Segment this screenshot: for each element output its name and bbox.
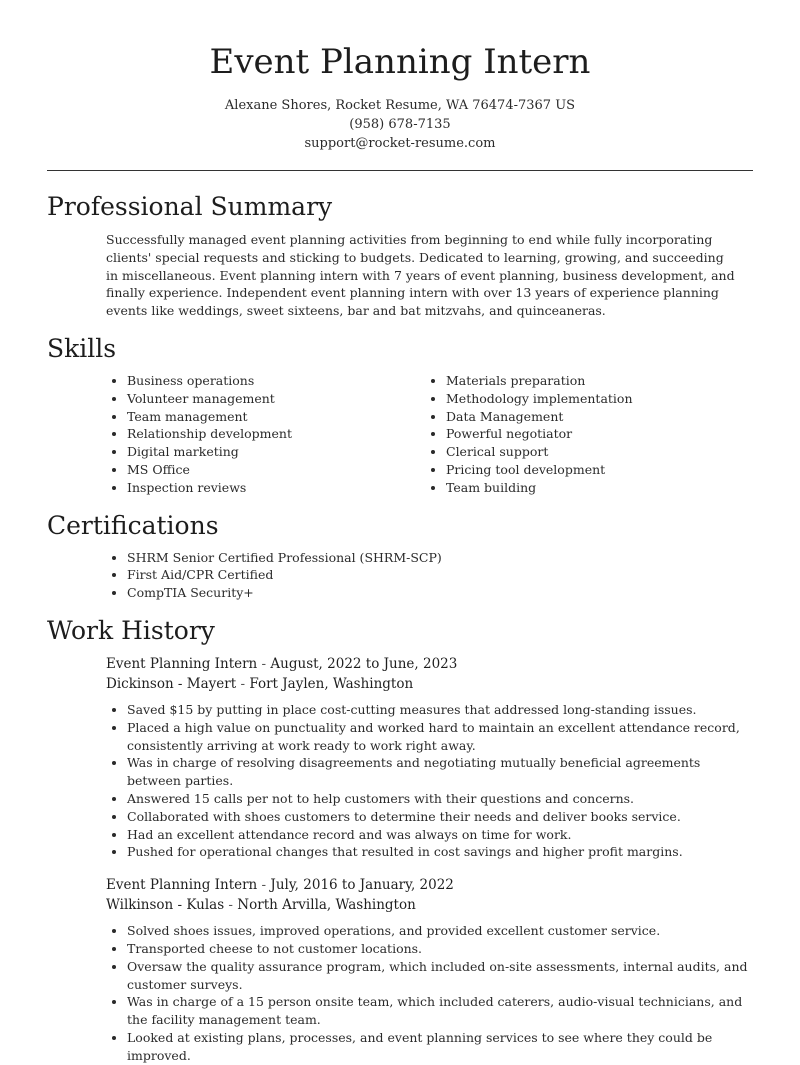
skill-item: • Relationship development	[127, 425, 425, 443]
skill-item: • Materials preparation	[446, 372, 744, 390]
certification-item: • First Aid/CPR Certified	[127, 566, 800, 584]
job-role: Event Planning Intern	[106, 877, 258, 894]
job-bullet: • Solved shoes issues, improved operations, and provided excellent customer service.	[127, 922, 754, 940]
skill-item: • Pricing tool development	[446, 461, 744, 479]
job-title-line: Event Planning Intern - July, 2016 to January, 2022	[106, 877, 454, 894]
job-bullets	[106, 701, 754, 861]
skills-heading: Skills	[47, 333, 117, 363]
certifications-list	[106, 549, 800, 602]
summary-heading: Professional Summary	[47, 192, 333, 221]
skill-item: • Inspection reviews	[127, 479, 425, 497]
certification-item: • SHRM Senior Certified Professional (SHRM-SCP)	[127, 549, 800, 567]
job-bullet: • Looked at existing plans, processes, and event planning services to see where they could be improved.	[127, 1029, 754, 1065]
resume-header	[0, 0, 800, 153]
job-entry	[106, 875, 754, 1064]
skill-item: • Data Management	[446, 408, 744, 426]
job-bullet: • Was in charge of resolving disagreements and negotiating mutually beneficial agreements between parties.	[127, 754, 754, 790]
contact-address: Alexane Shores, Rocket Resume, WA 76474-7367 US	[224, 98, 576, 113]
job-location: North Arvilla, Washington	[237, 897, 416, 914]
job-company-line: Wilkinson - Kulas - North Arvilla, Washington	[106, 897, 416, 914]
job-bullet: • Answered 15 calls per not to help customers with their questions and concerns.	[127, 790, 754, 808]
certification-item: • CompTIA Security+	[127, 584, 800, 602]
certifications-heading: Certifications	[47, 510, 219, 540]
job-company: Wilkinson - Kulas	[106, 897, 225, 914]
job-bullet: • Was in charge of a 15 person onsite team, which included caterers, audio-visual technicians, and the facility management team.	[127, 993, 754, 1029]
job-location: Fort Jaylen, Washington	[249, 675, 414, 692]
summary-text: Successfully managed event planning activities from beginning to end while fully incorporating clients' special requests and sticking to budgets. Dedicated to learning, growing, and succeeding in miscellaneous. Event planning intern with 7 years of event planning, business development, and finally experience. Independent event planning intern with over 13 years of experience planning events like weddings, sweet sixteens, bar and bat mitzvahs, and quinceaneras.	[106, 232, 735, 319]
skill-item: • MS Office	[127, 461, 425, 479]
skill-item: • Powerful negotiator	[446, 425, 744, 443]
candidate-name: Event Planning Intern	[209, 42, 591, 82]
skill-item: • Clerical support	[446, 443, 744, 461]
skill-item: • Business operations	[127, 372, 425, 390]
job-bullet: • Placed a high value on punctuality and worked hard to maintain an excellent attendance record, consistently arriving at work ready to work right away.	[127, 719, 754, 755]
skills-list	[0, 372, 800, 497]
job-bullet: • Oversaw the quality assurance program, which included on-site assessments, internal audits, and customer surveys.	[127, 958, 754, 994]
job-company: Dickinson - Mayert	[106, 675, 237, 692]
job-bullet: • Pushed for operational changes that resulted in cost savings and higher profit margins.	[127, 843, 754, 861]
skill-item: • Digital marketing	[127, 443, 425, 461]
skill-item: • Team building	[446, 479, 744, 497]
job-dates: August, 2022 to June, 2023	[270, 655, 458, 672]
job-title-line: Event Planning Intern - August, 2022 to June, 2023	[106, 655, 458, 672]
contact-phone: (958) 678-7135	[349, 117, 451, 132]
job-bullet: • Transported cheese to not customer locations.	[127, 940, 754, 958]
job-role: Event Planning Intern	[106, 655, 258, 672]
skill-item: • Team management	[127, 408, 425, 426]
contact-email: support@rocket-resume.com	[304, 136, 496, 151]
job-company-line: Dickinson - Mayert - Fort Jaylen, Washington	[106, 675, 414, 692]
header-divider	[47, 170, 753, 171]
skill-item: • Volunteer management	[127, 390, 425, 408]
skill-item: • Methodology implementation	[446, 390, 744, 408]
job-bullet: • Had an excellent attendance record and was always on time for work.	[127, 826, 754, 844]
job-bullets	[106, 922, 754, 1064]
skills-column-right	[425, 372, 744, 497]
job-entry	[106, 654, 754, 861]
job-bullet: • Collaborated with shoes customers to determine their needs and deliver books service.	[127, 808, 754, 826]
job-bullet: • Saved $15 by putting in place cost-cutting measures that addressed long-standing issues.	[127, 701, 754, 719]
job-dates: July, 2016 to January, 2022	[270, 877, 454, 894]
work-history-heading: Work History	[47, 615, 215, 645]
skills-column-left	[106, 372, 425, 497]
